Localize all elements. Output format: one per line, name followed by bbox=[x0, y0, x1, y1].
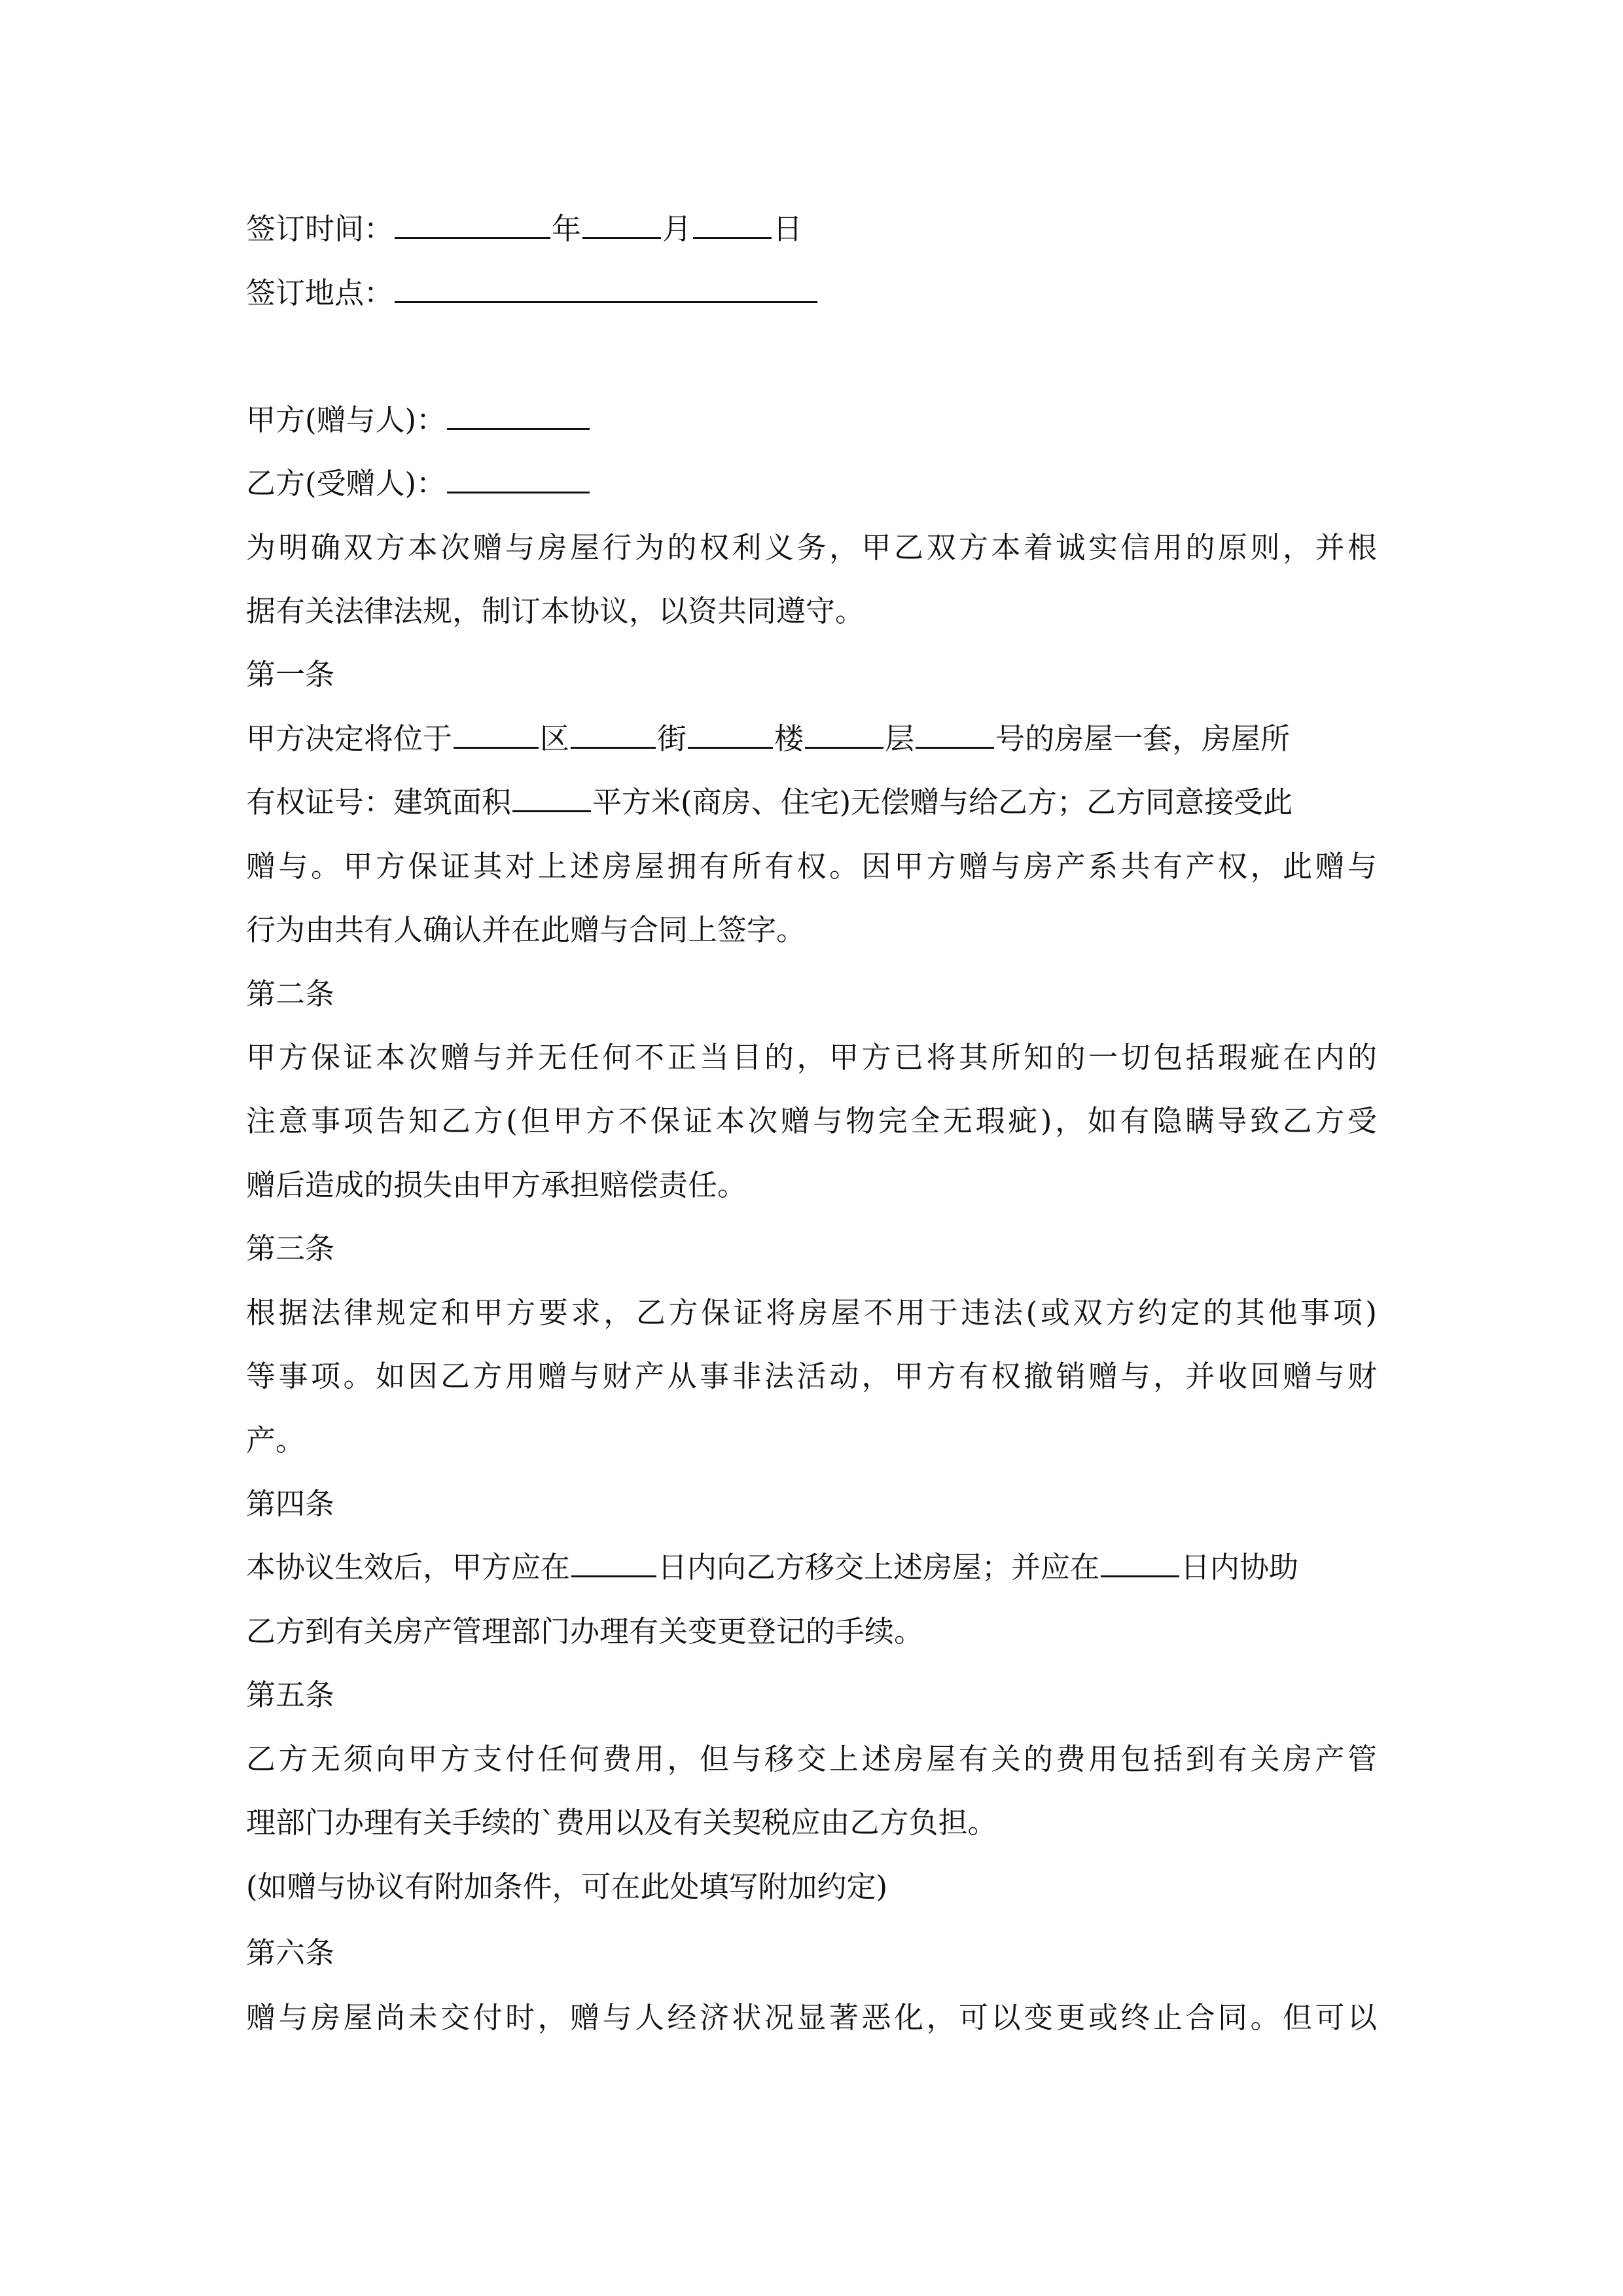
party-b-label: 乙方(受赠人)： bbox=[246, 466, 446, 501]
article-1-line: 赠与。甲方保证其对上述房屋拥有所有权。因甲方赠与房产系共有产权，此赠与 bbox=[246, 849, 1377, 884]
year-label: 年 bbox=[552, 211, 582, 246]
sign-place-line bbox=[246, 261, 1377, 325]
handover-days-blank[interactable] bbox=[571, 1549, 656, 1577]
party-b-line bbox=[246, 452, 1377, 516]
preamble-line: 为明确双方本次赠与房屋行为的权利义务，甲乙双方本着诚实信用的原则，并根 bbox=[246, 530, 1377, 565]
article-4-line: 乙方到有关房产管理部门办理有关变更登记的手续。 bbox=[246, 1614, 924, 1649]
area-blank[interactable] bbox=[512, 784, 591, 812]
article-1-text: 楼 bbox=[774, 721, 804, 756]
article-1-text: 甲方决定将位于 bbox=[246, 721, 453, 756]
district-blank[interactable] bbox=[454, 721, 539, 749]
year-blank[interactable] bbox=[395, 211, 550, 239]
article-5-line: 乙方无须向甲方支付任何费用，但与移交上述房屋有关的费用包括到有关房产管 bbox=[246, 1742, 1377, 1776]
sign-time-line bbox=[246, 197, 1377, 261]
article-3-title: 第三条 bbox=[246, 1231, 335, 1266]
article-5-title: 第五条 bbox=[246, 1677, 335, 1712]
article-1-title: 第一条 bbox=[246, 657, 335, 692]
party-a-line bbox=[246, 388, 1377, 452]
article-4-title: 第四条 bbox=[246, 1486, 335, 1521]
party-a-label: 甲方(赠与人)： bbox=[246, 403, 446, 437]
article-4-line bbox=[246, 1535, 1377, 1600]
article-1-line bbox=[246, 770, 1377, 834]
party-b-blank[interactable] bbox=[447, 465, 590, 493]
article-4-text: 日内向乙方移交上述房屋；并应在 bbox=[658, 1550, 1100, 1585]
article-1-line bbox=[246, 707, 1377, 771]
article-3-line: 根据法律规定和甲方要求，乙方保证将房屋不用于违法(或双方约定的其他事项) bbox=[246, 1295, 1377, 1330]
registration-days-blank[interactable] bbox=[1101, 1549, 1179, 1577]
article-6-line: 赠与房屋尚未交付时，赠与人经济状况显著恶化，可以变更或终止合同。但可以 bbox=[246, 2000, 1377, 2035]
article-1-text: 街 bbox=[657, 721, 687, 756]
sign-place-label: 签订地点： bbox=[246, 276, 394, 310]
building-blank[interactable] bbox=[688, 721, 773, 749]
article-1-text: 层 bbox=[885, 721, 915, 756]
sign-place-blank[interactable] bbox=[395, 275, 817, 303]
preamble-line: 据有关法律法规，制订本协议，以资共同遵守。 bbox=[246, 594, 865, 628]
floor-blank[interactable] bbox=[805, 721, 883, 749]
article-1-text: 平方米(商房、住宅)无偿赠与给乙方；乙方同意接受此 bbox=[592, 785, 1293, 819]
street-blank[interactable] bbox=[571, 721, 656, 749]
number-blank[interactable] bbox=[916, 721, 994, 749]
day-label: 日 bbox=[773, 211, 803, 246]
party-a-blank[interactable] bbox=[447, 402, 590, 430]
day-blank[interactable] bbox=[693, 211, 772, 239]
article-2-line: 赠后造成的损失由甲方承担赔偿责任。 bbox=[246, 1168, 747, 1202]
article-5-line: 理部门办理有关手续的`费用以及有关契税应由乙方负担。 bbox=[246, 1805, 997, 1840]
article-4-text: 日内协助 bbox=[1181, 1550, 1299, 1585]
article-6-title: 第六条 bbox=[246, 1935, 335, 1970]
article-3-line: 等事项。如因乙方用赠与财产从事非法活动，甲方有权撤销赠与，并收回赠与财 bbox=[246, 1359, 1377, 1393]
article-3-line: 产。 bbox=[246, 1423, 306, 1458]
article-1-text: 区 bbox=[540, 721, 570, 756]
month-label: 月 bbox=[662, 211, 692, 246]
article-1-text: 号的房屋一套，房屋所 bbox=[995, 721, 1291, 756]
article-5-note: (如赠与协议有附加条件，可在此处填写附加约定) bbox=[246, 1869, 888, 1904]
article-4-text: 本协议生效后，甲方应在 bbox=[246, 1550, 571, 1585]
article-1-line: 行为由共有人确认并在此赠与合同上签字。 bbox=[246, 912, 806, 947]
article-2-line: 甲方保证本次赠与并无任何不正当目的，甲方已将其所知的一切包括瑕疵在内的 bbox=[246, 1040, 1377, 1075]
month-blank[interactable] bbox=[582, 211, 661, 239]
article-1-text: 有权证号：建筑面积 bbox=[246, 785, 512, 819]
article-2-title: 第二条 bbox=[246, 977, 335, 1011]
article-2-line: 注意事项告知乙方(但甲方不保证本次赠与物完全无瑕疵)，如有隐瞒导致乙方受 bbox=[246, 1103, 1377, 1138]
sign-time-label: 签订时间： bbox=[246, 211, 394, 246]
